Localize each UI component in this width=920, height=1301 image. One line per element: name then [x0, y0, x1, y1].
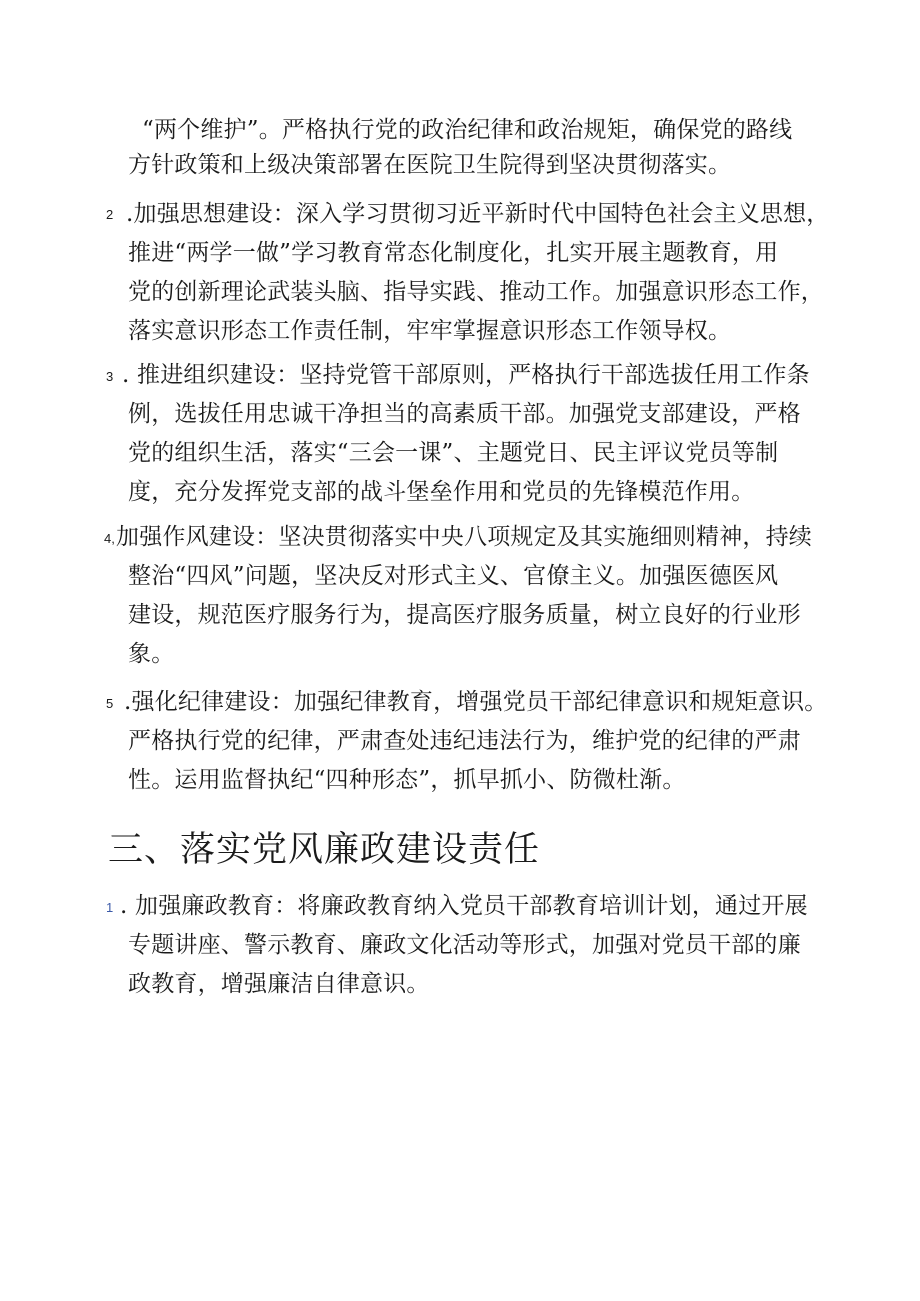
paragraph-line: 推进“两学一做”学习教育常态化制度化，扎实开展主题教育，用: [128, 240, 779, 266]
section-heading: 三、落实党风廉政建设责任: [108, 830, 541, 870]
paragraph-line: 落实意识形态工作责任制，牢牢掌握意识形态工作领导权。: [128, 318, 732, 344]
paragraph-line: 整治“四风”问题，坚决反对形式主义、官僚主义。加强医德医风: [128, 563, 779, 589]
paragraph-line: 党的组织生活，落实“三会一课”、主题党日、民主评议党员等制: [128, 440, 779, 466]
paragraph-line: 加强作风建设：坚决贯彻落实中央八项规定及其实施细则精神，持续: [116, 524, 812, 550]
paragraph-line: .强化纪律建设：加强纪律教育，增强党员干部纪律意识和规矩意识。: [124, 689, 828, 715]
paragraph-line: 政教育，增强廉洁自律意识。: [128, 971, 430, 997]
list-item-number: 4,: [104, 531, 115, 546]
paragraph-line: 方针政策和上级决策部署在医院卫生院得到坚决贯彻落实。: [128, 152, 732, 178]
paragraph-line: 例，选拔任用忠诚干净担当的高素质干部。加强党支部建设，严格: [128, 401, 801, 427]
paragraph-line: . 加强廉政教育：将廉政教育纳入党员干部教育培训计划，通过开展: [120, 893, 808, 919]
paragraph-line: 专题讲座、警示教育、廉政文化活动等形式，加强对党员干部的廉: [128, 932, 801, 958]
paragraph-line: 性。运用监督执纪“四种形态”，抓早抓小、防微杜渐。: [128, 767, 686, 793]
paragraph-line: 象。: [128, 641, 175, 667]
paragraph-line: .加强思想建设：深入学习贯彻习近平新时代中国特色社会主义思想，: [126, 201, 830, 227]
list-item-number: 2: [106, 207, 114, 222]
list-item-number: 1: [106, 900, 114, 915]
paragraph-line: 度，充分发挥党支部的战斗堡垒作用和党员的先锋模范作用。: [128, 479, 755, 505]
paragraph-line: “两个维护”。严格执行党的政治纪律和政治规矩，确保党的路线: [142, 117, 793, 143]
paragraph-line: 建设，规范医疗服务行为，提高医疗服务质量，树立良好的行业形: [128, 602, 801, 628]
list-item-number: 3: [106, 369, 114, 384]
paragraph-line: . 推进组织建设：坚持党管干部原则，严格执行干部选拔任用工作条: [122, 362, 810, 388]
list-item-number: 5: [106, 696, 114, 711]
paragraph-line: 严格执行党的纪律，严肃查处违纪违法行为，维护党的纪律的严肃: [128, 728, 801, 754]
paragraph-line: 党的创新理论武装头脑、指导实践、推动工作。加强意识形态工作，: [128, 279, 824, 305]
